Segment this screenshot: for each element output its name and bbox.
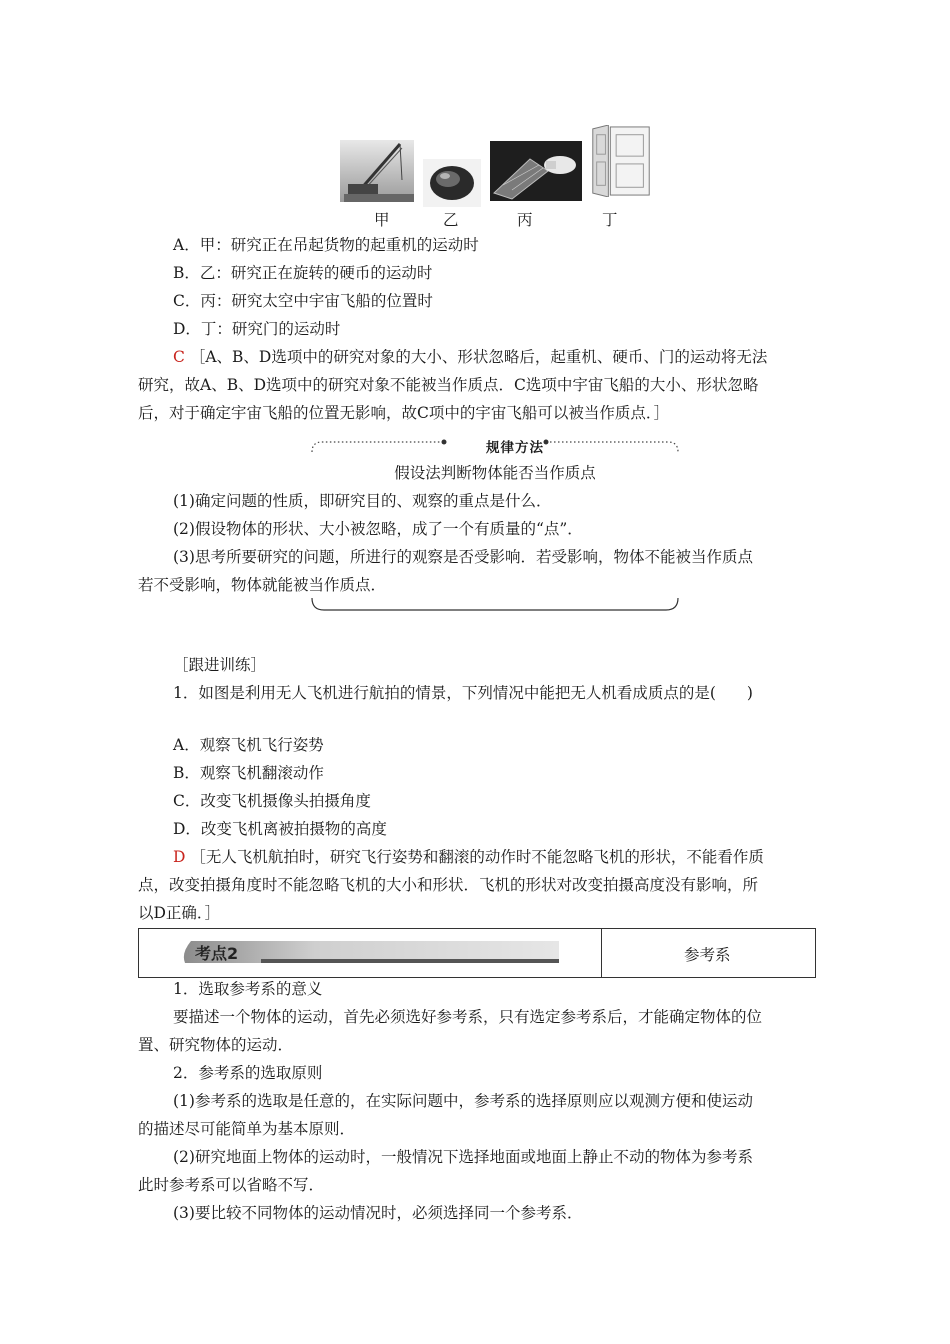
caption-yi: 乙 — [443, 211, 459, 229]
section-2-point-1-cont: 的描述尽可能简单为基本原则． — [138, 1120, 356, 1138]
kaodian-badge: 考点2 — [195, 944, 239, 963]
option-a: A．甲：研究正在吊起货物的起重机的运动时 — [173, 236, 479, 254]
training-answer-line-1 — [173, 847, 818, 867]
answer-1-line-3: 后，对于确定宇宙飞船的位置无影响，故C项中的宇宙飞船可以被当作质点．］ — [138, 404, 670, 422]
kaodian-divider — [601, 929, 602, 977]
method-box-bottom-border — [310, 596, 680, 618]
training-answer-text-1: ［无人飞机航拍时，研究飞行姿势和翻滚的动作时不能忽略飞机的形状，不能看作质 — [190, 848, 764, 866]
crane-image — [340, 135, 414, 207]
training-answer-line-3: 以D正确．］ — [138, 904, 221, 922]
section-2-point-1: (1)参考系的选取是任意的，在实际问题中，参考系的选择原则应以观测方便和使运动 — [173, 1092, 753, 1110]
option-d: D．丁：研究门的运动时 — [173, 320, 341, 338]
method-point-1: (1)确定问题的性质，即研究目的、观察的重点是什么． — [173, 492, 552, 510]
caption-jia: 甲 — [374, 211, 390, 229]
training-answer-line-2: 点，改变拍摄角度时不能忽略飞机的大小和形状．飞机的形状对改变拍摄高度没有影响，所 — [138, 876, 759, 894]
section-1-text-cont: 置、研究物体的运动． — [138, 1036, 294, 1054]
section-2-heading: 2．参考系的选取原则 — [173, 1064, 323, 1082]
option-b: B．乙：研究正在旋转的硬币的运动时 — [173, 264, 433, 282]
answer-1-line-1 — [173, 347, 818, 367]
section-2-point-3: (3)要比较不同物体的运动情况时，必须选择同一个参考系． — [173, 1204, 583, 1222]
training-heading: ［跟进训练］ — [173, 656, 267, 674]
door-image — [588, 125, 654, 197]
option-c: C．丙：研究太空中宇宙飞船的位置时 — [173, 292, 433, 310]
training-option-b: B．观察飞机翻滚动作 — [173, 764, 324, 782]
training-question: 1．如图是利用无人飞机进行航拍的情景，下列情况中能把无人机看成质点的是( ) — [173, 684, 753, 702]
kaodian-title: 参考系 — [684, 946, 731, 964]
caption-ding: 丁 — [602, 211, 618, 229]
section-2-point-2-cont: 此时参考系可以省略不写． — [138, 1176, 325, 1194]
method-point-3-cont: 若不受影响，物体就能被当作质点． — [138, 576, 387, 594]
caption-bing: 丙 — [517, 211, 533, 229]
answer-1-line-2: 研究，故A、B、D选项中的研究对象不能被当作质点．C选项中宇宙飞船的大小、形状忽略 — [138, 376, 759, 394]
answer-1-letter: C — [173, 348, 185, 366]
section-2-point-2: (2)研究地面上物体的运动时，一般情况下选择地面或地面上静止不动的物体为参考系 — [173, 1148, 753, 1166]
section-1-heading: 1．选取参考系的意义 — [173, 980, 323, 998]
method-title: 假设法判断物体能否当作质点 — [394, 464, 596, 482]
figure-row — [335, 125, 655, 197]
training-option-a: A．观察飞机飞行姿势 — [173, 736, 324, 754]
training-option-d: D．改变飞机离被拍摄物的高度 — [173, 820, 387, 838]
answer-1-text-1: ［A、B、D选项中的研究对象的大小、形状忽略后，起重机、硬币、门的运动将无法 — [189, 348, 768, 366]
training-answer-letter: D — [173, 848, 186, 866]
kaodian-table — [138, 928, 816, 978]
method-point-2: (2)假设物体的形状、大小被忽略，成了一个有质量的“点”． — [173, 520, 583, 538]
method-point-3: (3)思考所要研究的问题，所进行的观察是否受影响．若受影响，物体不能被当作质点 — [173, 548, 753, 566]
section-1-text: 要描述一个物体的运动，首先必须选好参考系，只有选定参考系后，才能确定物体的位 — [173, 1008, 763, 1026]
training-option-c: C．改变飞机摄像头拍摄角度 — [173, 792, 371, 810]
method-badge: 规律方法 — [486, 440, 544, 456]
spacecraft-image — [490, 135, 582, 207]
